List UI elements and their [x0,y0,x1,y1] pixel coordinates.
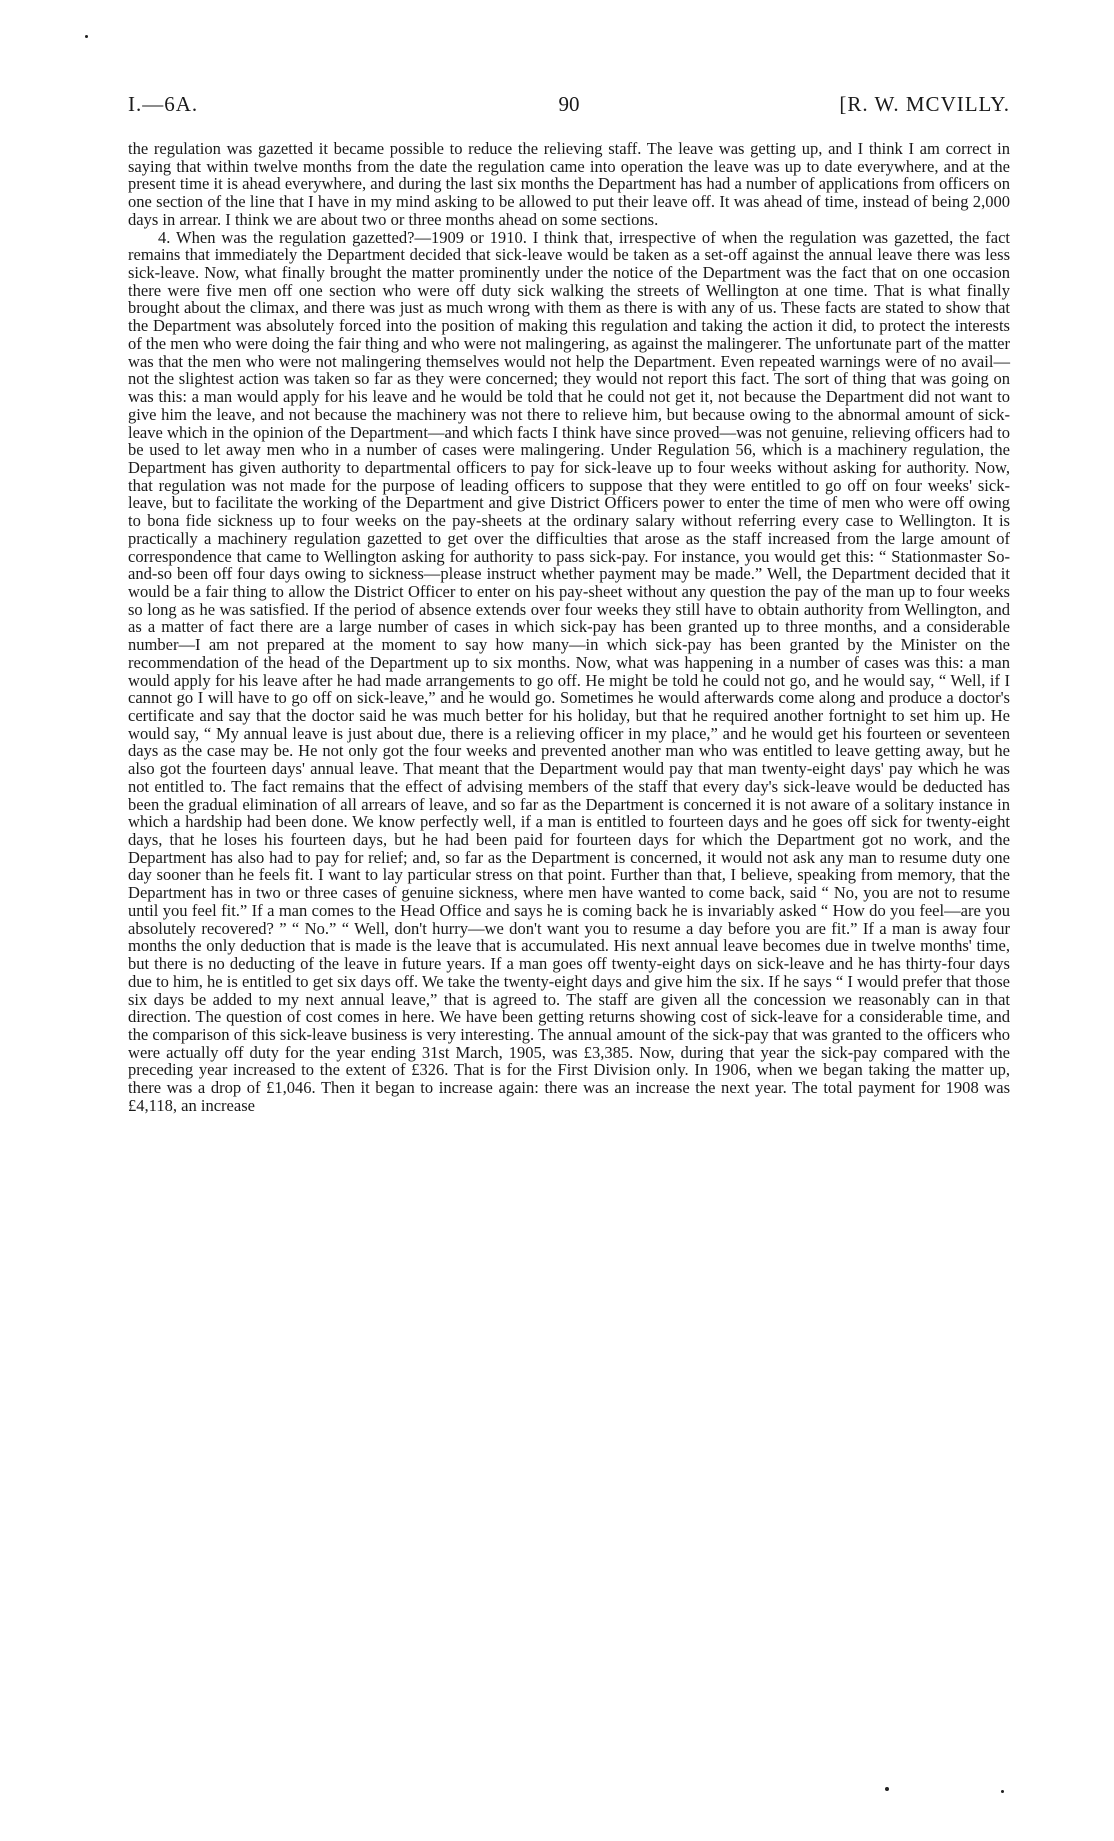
page-header [128,92,1010,120]
body-text [128,140,1010,1115]
paragraph-continuation: the regulation was gazetted it became possible to reduce the relieving staff. The leave was getting up, and I think I am correct in saying that within twelve months from the date the regulation came into operation the leave was up to date everywhere, and at the present time it is ahead everywhere, and during the last six months the Department has had a number of applications from officers on one section of the line that I have in my mind asking to be allowed to put their leave off. It was ahead of time, instead of being 2,000 days in arrear. I think we are about two or three months ahead on some sections. [128,139,1010,229]
witness-name: [R. W. MCVILLY. [839,92,1010,116]
document-reference: I.—6A. [128,92,199,116]
scan-speck [85,35,88,38]
scan-speck [1001,1790,1004,1793]
page-number: 90 [558,92,580,116]
paragraph-question-4: 4. When was the regulation gazetted?—1909 or 1910. I think that, irrespective of when the regulation was gazetted, the fact remains that immediately the Department decided that sick-leave would be taken as a set-off against the annual leave there was less sick-leave. Now, what finally brought the matter prominently under the notice of the Department was the fact that on one occasion there were five men off one section who were off duty sick walking the streets of Wellington at one time. That is what finally brought about the climax, and there was just as much wrong with them as there is with any of us. These facts are stated to show that the Department was absolutely forced into the position of making this regulation and taking the action it did, to protect the interests of the men who were doing the fair thing and who were not malingering, as against the malingerer. The unfortunate part of the matter was that the men who were not malingering themselves would not help the Department. Even repeated warnings were of no avail—not the slightest action was taken so far as they were concerned; they would not report this fact. The sort of thing that was going on was this: a man would apply for his leave and he would be told that he could not get it, not because the Department did not want to give him the leave, and not because the machinery was not there to relieve him, but because owing to the abnormal amount of sick-leave which in the opinion of the Department—and which facts I think have since proved—was not genuine, relieving officers had to be used to let away men who in a number of cases were malingering. Under Regulation 56, which is a machinery regulation, the Department has given authority to departmental officers to pay for sick-leave up to four weeks without asking for authority. Now, that regulation was not made for the purpose of leading officers to suppose that they were entitled to go off on four weeks' sick-leave, but to facilitate the working of the Department and give District Officers power to enter the time of men who were off owing to bona fide sickness up to four weeks on the pay-sheets at the ordinary salary without referring every case to Wellington. It is practically a machinery regulation gazetted to get over the difficulties that arose as the staff increased from the large amount of correspondence that came to Wellington asking for authority to pass sick-pay. For instance, you would get this: “ Stationmaster So-and-so been off four days owing to sickness—please instruct whether payment may be made.” Well, the Department decided that it would be a fair thing to allow the District Officer to enter on his pay-sheet without any question the pay of the man up to four weeks so long as he was satisfied. If the period of absence extends over four weeks they still have to obtain authority from Wellington, and as a matter of fact there are a large number of cases in which sick-pay has been granted up to three months, and a considerable number—I am not prepared at the moment to say how many—in which sick-pay has been granted by the Minister on the recommendation of the head of the Department up to six months. Now, what was happening in a number of cases was this: a man would apply for his leave after he had made arrangements to go off. He might be told he could not go, and he would say, “ Well, if I cannot go I will have to go off on sick-leave,” and he would go. Sometimes he would afterwards come along and produce a doctor's certificate and say that the doctor said he was much better for his holiday, but that he required another fortnight to set him up. He would say, “ My annual leave is just about due, there is a relieving officer in my place,” and he would get his fourteen or seventeen days as the case may be. He not only got the four weeks and prevented another man who was entitled to leave getting away, but he also got the fourteen days' annual leave. That meant that the Department would pay that man twenty-eight days' pay which he was not entitled to. The fact remains that the effect of advising members of the staff that every day's sick-leave would be deducted has been the gradual elimination of all arrears of leave, and so far as the Department is concerned it is not aware of a solitary instance in which a hardship had been done. We know perfectly well, if a man is entitled to fourteen days and he goes off sick for twenty-eight days, that he loses his fourteen days, but he had been paid for fourteen days for which the Department got no work, and the Department has also had to pay for relief; and, so far as the Department is concerned, it would not ask any man to resume duty one day sooner than he feels fit. I want to lay particular stress on that point. Further than that, I believe, speaking from memory, that the Department has in two or three cases of genuine sickness, where men have wanted to come back, said “ No, you are not to resume until you feel fit.” If a man comes to the Head Office and says he is coming back he is invariably asked “ How do you feel—are you absolutely recovered? ” “ No.” “ Well, don't hurry—we don't want you to resume a day before you are fit.” If a man is away four months the only deduction that is made is the leave that is accumulated. His next annual leave becomes due in twelve months' time, but there is no deducting of the leave in future years. If a man goes off twenty-eight days on sick-leave and he has thirty-four days due to him, he is entitled to get six days off. We take the twenty-eight days and give him the six. If he says “ I would prefer that those six days be added to my next annual leave,” that is agreed to. The staff are given all the concession we reasonably can in that direction. The question of cost comes in here. We have been getting returns showing cost of sick-leave for a considerable time, and the comparison of this sick-leave business is very interesting. The annual amount of the sick-pay that was granted to the officers who were actually off duty for the year ending 31st March, 1905, was £3,385. Now, during that year the sick-pay compared with the preceding year increased to the extent of £326. That is for the First Division only. In 1906, when we began taking the matter up, there was a drop of £1,046. Then it began to increase again: there was an increase the next year. The total payment for 1908 was £4,118, an increase [128,227,1010,1115]
scan-speck [885,1787,889,1791]
